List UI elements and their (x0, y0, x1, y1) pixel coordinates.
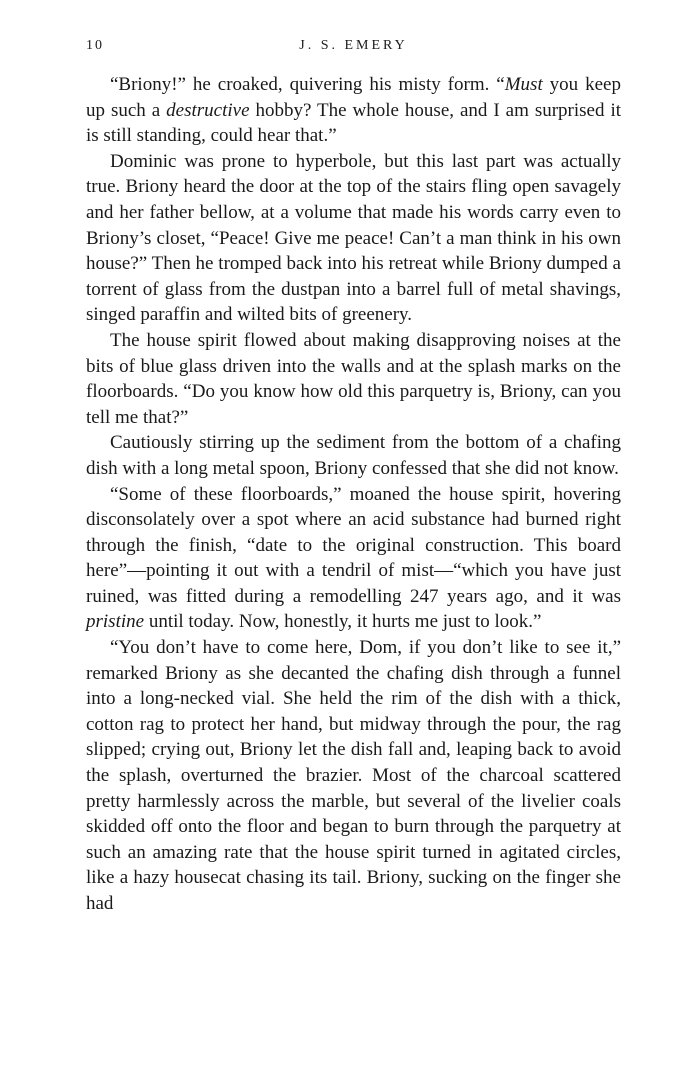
text-segment: “Briony!” he croaked, quivering his misty form. “ (110, 74, 505, 95)
text-segment: “Some of these floorboards,” moaned the house spirit, hovering disconsolately over a spot where an acid substance had burned right through the finish, “date to the original construction. This board here”—pointing it out with a tendril of mist—“which you have just ruined, was fitted during a remodelling 247 years ago, and it was (86, 483, 621, 607)
paragraph (86, 430, 621, 481)
text-segment: hobby? The whole house, and I am surprised it is still standing, could hear that.” (86, 99, 621, 147)
paragraph (86, 72, 621, 149)
paragraph (86, 149, 621, 328)
text-segment: until today. Now, honestly, it hurts me just to look.” (144, 611, 542, 633)
page-number: 10 (86, 38, 104, 53)
author-name: J. S. EMERY (299, 38, 408, 53)
italic-text: pristine (86, 611, 145, 633)
text-segment: Cautiously stirring up the sediment from the bottom of a chafing dish with a long metal spoon, Briony confessed that she did not know. (86, 432, 621, 479)
running-head (86, 38, 621, 58)
italic-text: Must (504, 74, 543, 95)
text-segment: “You don’t have to come here, Dom, if you don’t like to see it,” remarked Briony as she decanted the chafing dish through a funnel into a long-necked vial. She held the rim of the dish with a thick, cotton rag to protect her hand, but midway through the pour, the rag slipped; crying out, Briony let the dish fall and, leaping back to avoid the splash, overturned the brazier. Most of the charcoal scattered pretty harmlessly across the marble, but several of the livelier coals skidded off onto the floor and began to burn through the parquetry at such an amazing rate that the house spirit turned in agitated circles, like a hazy housecat chasing its tail. Briony, sucking on the finger she had (86, 637, 621, 914)
paragraph (86, 482, 621, 636)
body-text (86, 72, 621, 917)
paragraph (86, 328, 621, 430)
paragraph (86, 635, 621, 917)
italic-text: destructive (166, 99, 250, 121)
text-segment: Dominic was prone to hyperbole, but this last part was actually true. Briony heard the door at the top of the stairs fling open savagely and her father bellow, at a volume that made his words carry even to Briony’s closet, “Peace! Give me peace! Can’t a man think in his own house?” Then he tromped back into his retreat while Briony dumped a torrent of glass from the dustpan into a barrel full of metal shavings, singed paraffin and wilted bits of greenery. (86, 150, 621, 326)
text-segment: The house spirit flowed about making disapproving noises at the bits of blue glass driven into the walls and at the splash marks on the floorboards. “Do you know how old this parquetry is, Briony, can you tell me that?” (86, 329, 621, 428)
text-segment: you keep up such a (86, 74, 621, 121)
